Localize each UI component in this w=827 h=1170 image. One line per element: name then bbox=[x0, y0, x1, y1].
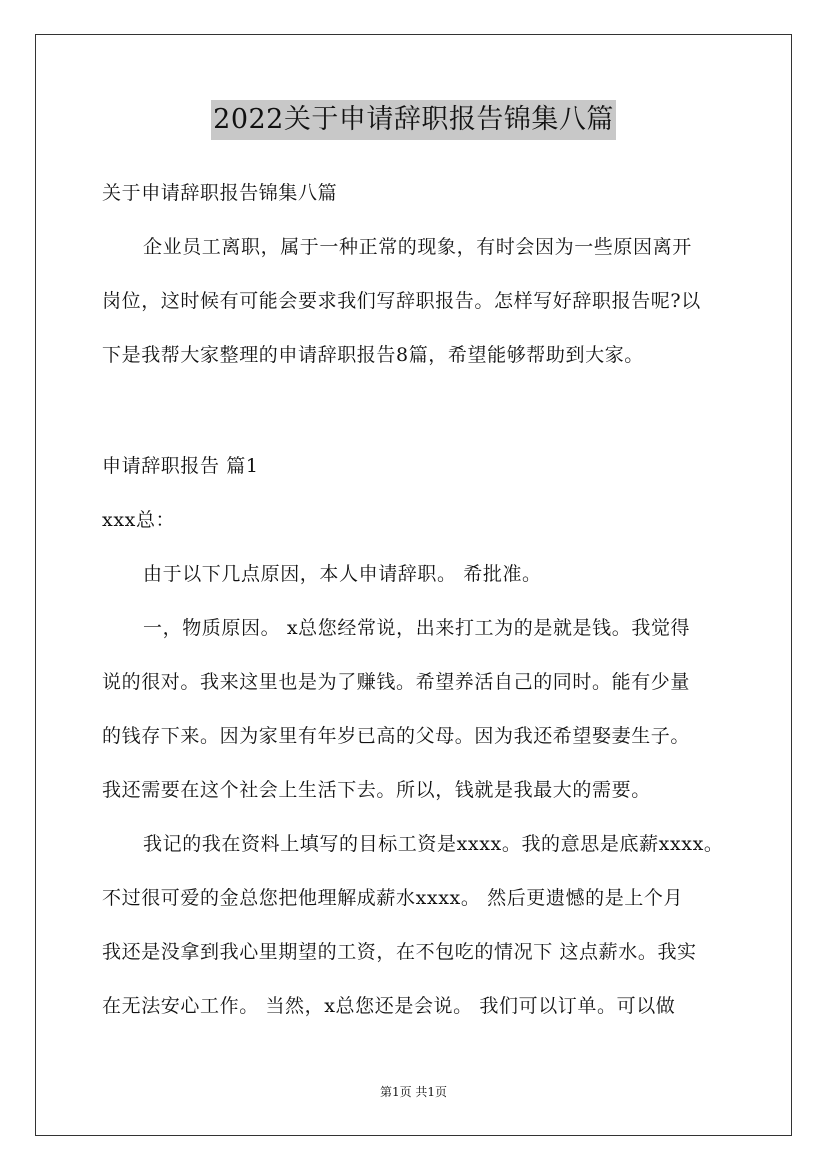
body-line: 的钱存下来。因为家里有年岁已高的父母。因为我还希望娶妻生子。 bbox=[102, 725, 691, 747]
body-line: 我还需要在这个社会上生活下去。所以，钱就是我最大的需要。 bbox=[102, 779, 651, 801]
section-heading: 申请辞职报告 篇1 bbox=[102, 455, 259, 477]
body-line: 在无法安心工作。 当然，x总您还是会说。 我们可以订单。可以做 bbox=[102, 995, 676, 1017]
body-line: 由于以下几点原因，本人申请辞职。 希批准。 bbox=[143, 563, 542, 585]
body-line: 一，物质原因。 x总您经常说，出来打工为的是就是钱。我觉得 bbox=[143, 617, 691, 639]
intro-line: 下是我帮大家整理的申请辞职报告8篇，希望能够帮助到大家。 bbox=[102, 344, 644, 366]
body-line: 我记的我在资料上填写的目标工资是xxxx。我的意思是底薪xxxx。 bbox=[143, 833, 724, 855]
page-number: 第1页 共1页 bbox=[379, 1085, 448, 1099]
intro-line: 岗位，这时候有可能会要求我们写辞职报告。怎样写好辞职报告呢?以 bbox=[102, 290, 701, 312]
document-subtitle: 关于申请辞职报告锦集八篇 bbox=[102, 182, 338, 204]
body-line: 我还是没拿到我心里期望的工资，在不包吃的情况下 这点薪水。我实 bbox=[102, 941, 697, 963]
document-title: 2022关于申请辞职报告锦集八篇 bbox=[211, 100, 616, 140]
body-line: 说的很对。我来这里也是为了赚钱。希望养活自己的同时。能有少量 bbox=[102, 671, 691, 693]
intro-line: 企业员工离职，属于一种正常的现象，有时会因为一些原因离开 bbox=[143, 236, 692, 258]
salutation: xxx总： bbox=[102, 509, 176, 531]
title-area bbox=[0, 100, 827, 140]
body-line: 不过很可爱的金总您把他理解成薪水xxxx。 然后更遗憾的是上个月 bbox=[102, 887, 684, 909]
